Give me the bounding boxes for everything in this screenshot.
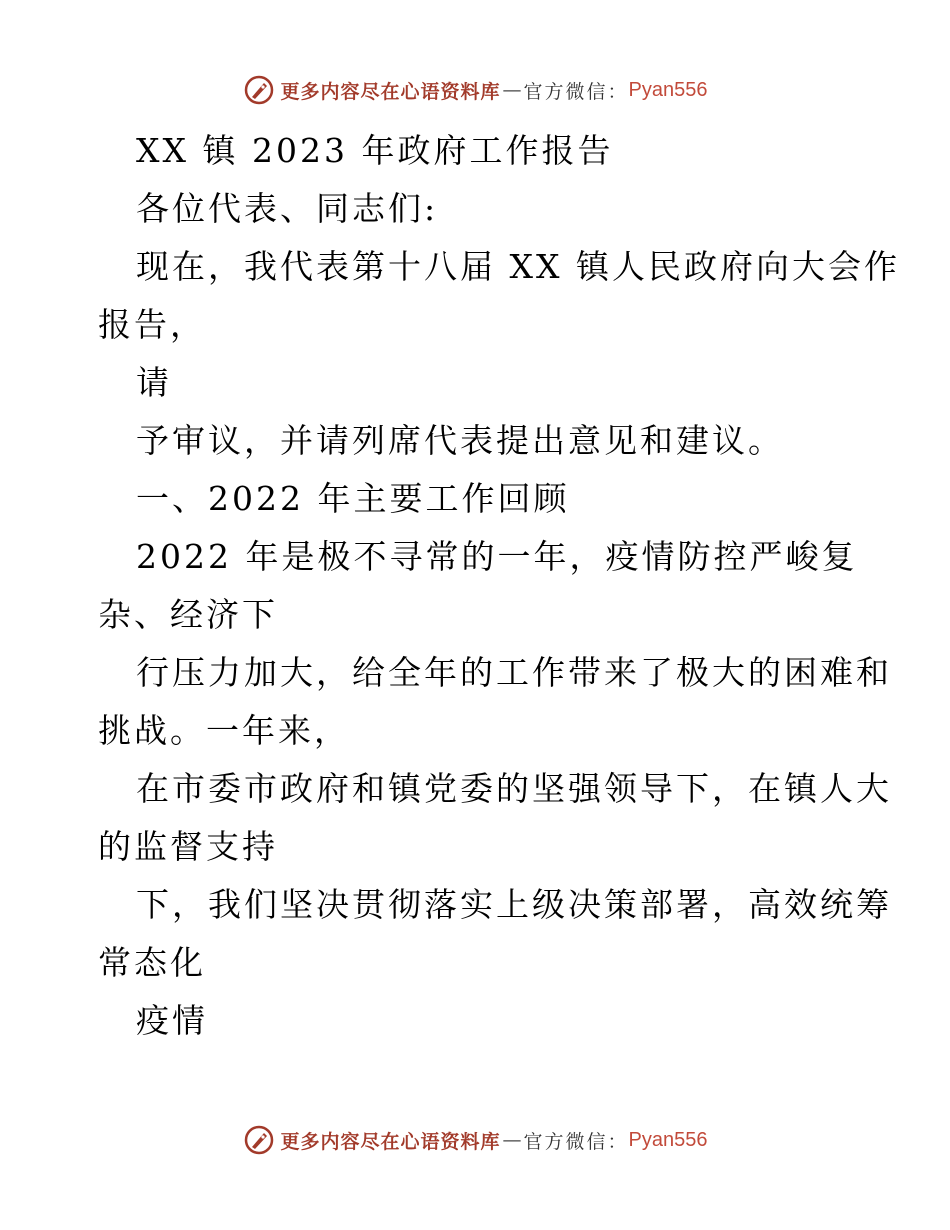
watermark-site-text: 更多内容尽在心语资料库 [280, 80, 501, 103]
document-line: 疫情 [136, 1001, 208, 1040]
watermark-contact-label: 官方微信： [523, 1130, 629, 1153]
document-line: 在市委市政府和镇党委的坚强领导下，在镇人大 [136, 769, 892, 808]
document-line: 现在，我代表第十八届 XX 镇人民政府向大会作 [136, 247, 900, 286]
document-line: 挑战。一年来， [98, 711, 350, 750]
document-line: 2022 年是极不寻常的一年，疫情防控严峻复 [136, 537, 858, 576]
document-line: 常态化 [98, 943, 206, 982]
document-line: 请 [136, 363, 172, 402]
watermark-contact-id: Pyan556 [628, 78, 708, 101]
document-line: XX 镇 2023 年政府工作报告 [136, 131, 614, 170]
document-body [98, 122, 900, 1050]
document-line: 行压力加大，给全年的工作带来了极大的困难和 [136, 653, 892, 692]
document-line: 杂、经济下 [98, 595, 278, 634]
watermark-contact-id: Pyan556 [628, 1128, 708, 1151]
pen-nib-logo-icon [243, 1124, 275, 1156]
document-line: 的监督支持 [98, 827, 278, 866]
footer-watermark [0, 1120, 950, 1160]
document-line: 报告， [98, 305, 206, 344]
watermark-separator: — [502, 79, 522, 101]
watermark-separator: — [502, 1129, 522, 1151]
header-watermark [0, 70, 950, 110]
document-line: 一、2022 年主要工作回顾 [136, 479, 570, 518]
watermark-site-text: 更多内容尽在心语资料库 [280, 1130, 501, 1153]
document-line: 各位代表、同志们: [136, 189, 439, 228]
document-line: 下，我们坚决贯彻落实上级决策部署，高效统筹 [136, 885, 892, 924]
watermark-contact-label: 官方微信： [523, 80, 629, 103]
document-line: 予审议，并请列席代表提出意见和建议。 [136, 421, 784, 460]
pen-nib-logo-icon [243, 74, 275, 106]
